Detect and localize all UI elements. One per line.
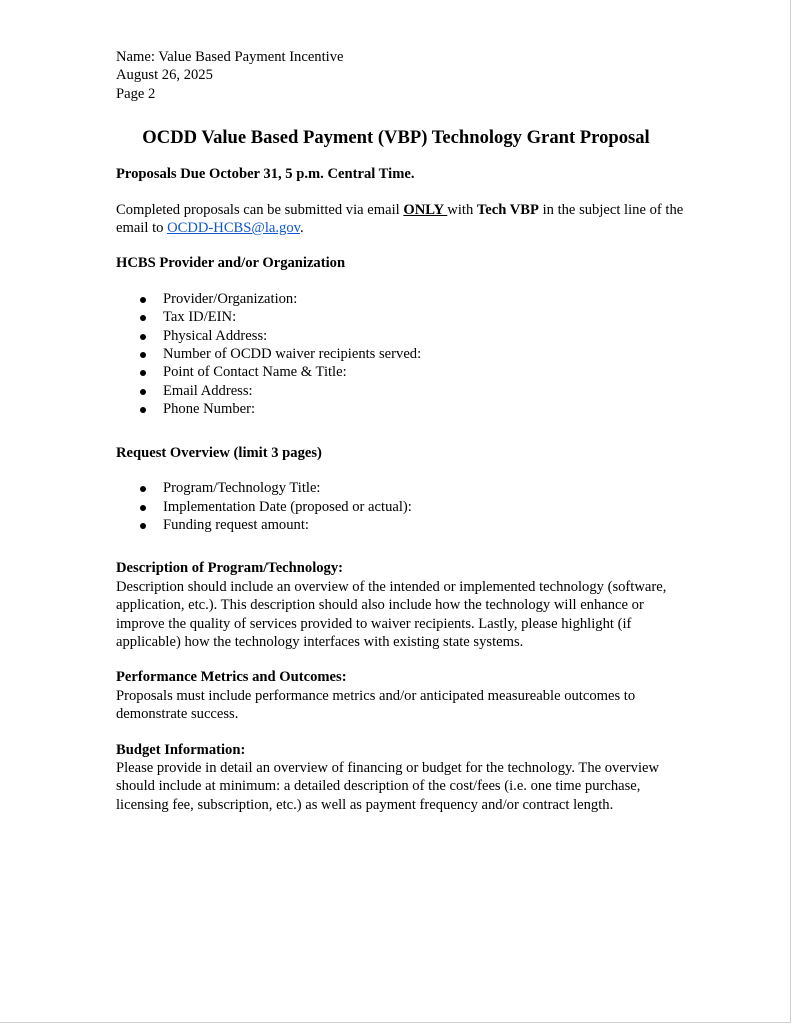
request-section: [116, 444, 686, 535]
document-content: [116, 48, 686, 814]
description-body: Description should include an overview of the intended or implemented technology (software, application, etc.). This description should also include how the technology will enhance or improve the quality of services provided to waiver recipients. Lastly, please highlight (if applicable) how the technology interfaces with existing state systems.: [116, 578, 667, 650]
hcbs-list: [116, 290, 686, 419]
bullet-icon: [140, 370, 146, 376]
list-item: [116, 516, 686, 534]
bullet-icon: [140, 523, 146, 529]
list-item-text: Tax ID/EIN:: [163, 309, 237, 326]
metrics-body: Proposals must include performance metrics and/or anticipated measureable outcomes to demonstrate success.: [116, 687, 636, 723]
submission-only-emphasis: ONLY: [403, 201, 448, 218]
header-name-line: Name: Value Based Payment Incentive: [116, 49, 344, 65]
bullet-icon: [140, 486, 146, 492]
metrics-section: [116, 668, 686, 723]
budget-section: [116, 741, 686, 815]
list-item: [116, 345, 686, 363]
request-list: [116, 479, 686, 534]
list-item: [116, 290, 686, 308]
hcbs-section: [116, 254, 686, 418]
list-item-text: Phone Number:: [163, 401, 256, 418]
bullet-icon: [140, 297, 146, 303]
list-item: [116, 498, 686, 516]
list-item-text: Point of Contact Name & Title:: [163, 364, 347, 381]
bullet-icon: [140, 389, 146, 395]
list-item-text: Funding request amount:: [163, 516, 309, 533]
submission-text-end: .: [299, 220, 304, 237]
list-item-text: Number of OCDD waiver recipients served:: [163, 346, 422, 363]
submission-tech-vbp: Tech VBP: [476, 201, 539, 218]
list-item-text: Physical Address:: [163, 327, 268, 344]
header-page-line: Page 2: [116, 85, 156, 102]
budget-heading: Budget Information:: [116, 741, 246, 758]
list-item: [116, 327, 686, 345]
list-item-text: Implementation Date (proposed or actual):: [163, 498, 412, 515]
description-section: [116, 559, 686, 651]
list-item: [116, 308, 686, 326]
list-item-text: Provider/Organization:: [163, 290, 298, 307]
bullet-icon: [140, 505, 146, 511]
due-date-line: Proposals Due October 31, 5 p.m. Central Time.: [116, 166, 415, 183]
submission-paragraph: [116, 201, 686, 238]
header-date-line: August 26, 2025: [116, 67, 213, 84]
list-item: [116, 479, 686, 497]
list-item: [116, 363, 686, 381]
bullet-icon: [140, 407, 146, 413]
letter-header: [116, 48, 686, 103]
list-item-text: Program/Technology Title:: [163, 480, 321, 497]
list-item: [116, 400, 686, 418]
submission-text-part1: Completed proposals can be submitted via email: [116, 201, 404, 218]
bullet-icon: [140, 334, 146, 340]
submission-text-part2: with: [447, 201, 477, 218]
bullet-icon: [140, 352, 146, 358]
submission-text-part3: in the subject line of the email to: [116, 201, 684, 237]
request-heading: Request Overview (limit 3 pages): [116, 444, 322, 461]
metrics-heading: Performance Metrics and Outcomes:: [116, 669, 347, 686]
bullet-icon: [140, 315, 146, 321]
hcbs-heading: HCBS Provider and/or Organization: [116, 255, 346, 272]
description-heading: Description of Program/Technology:: [116, 560, 343, 577]
list-item-text: Email Address:: [163, 382, 253, 399]
submission-email-link[interactable]: OCDD-HCBS@la.gov: [167, 220, 300, 237]
document-title: OCDD Value Based Payment (VBP) Technology Grant Proposal: [142, 127, 650, 149]
list-item: [116, 382, 686, 400]
budget-body: Please provide in detail an overview of financing or budget for the technology. The overview should include at minimum: a detailed description of the cost/fees (i.e. one time purchase, licensing fee, subscription, etc.) as well as payment frequency and/or contract length.: [116, 759, 660, 813]
